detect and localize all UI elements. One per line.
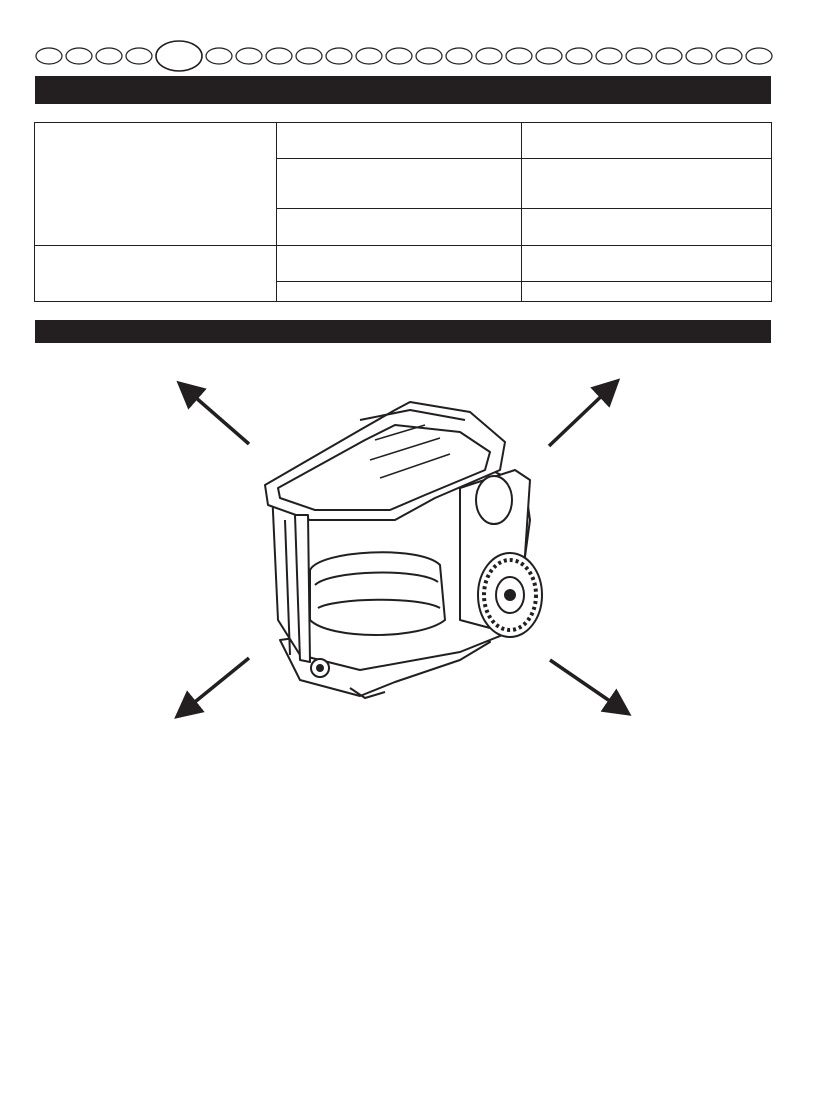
language-tab (656, 48, 682, 64)
arrow-up-right-icon (549, 388, 610, 446)
language-tab (356, 48, 382, 64)
section-header-1 (35, 76, 771, 104)
specification-table (34, 122, 772, 302)
language-tab (266, 48, 292, 64)
table-cell (276, 282, 521, 302)
table-cell (521, 159, 771, 209)
language-tab (326, 48, 352, 64)
language-tabs (34, 40, 774, 72)
language-tab (66, 48, 92, 64)
language-tab (746, 48, 772, 64)
language-selector (34, 40, 774, 72)
language-tab (236, 48, 262, 64)
language-tab (506, 48, 532, 64)
language-tab (686, 48, 712, 64)
table-cell (521, 123, 771, 159)
language-tab (206, 48, 232, 64)
language-tab (126, 48, 152, 64)
language-tab (416, 48, 442, 64)
section-title-1 (35, 79, 43, 95)
language-tab (596, 48, 622, 64)
table-row (35, 123, 772, 159)
table-cell (35, 123, 277, 246)
table-cell (276, 159, 521, 209)
language-tab (386, 48, 412, 64)
arrow-down-right-icon (550, 660, 620, 708)
table-row (35, 246, 772, 282)
wheel-icon (478, 553, 542, 637)
language-tab-active (156, 41, 202, 71)
table-cell (35, 246, 277, 302)
language-tab (536, 48, 562, 64)
table-cell (276, 246, 521, 282)
pressure-washer-drawing (265, 402, 542, 698)
arrow-up-left-icon (187, 390, 249, 444)
table-cell (521, 209, 771, 246)
arrow-down-left-icon (185, 658, 249, 710)
language-tab (96, 48, 122, 64)
language-tab (446, 48, 472, 64)
language-tab (626, 48, 652, 64)
section-header-2 (35, 320, 771, 343)
machine-illustration (160, 370, 650, 720)
table-cell (276, 209, 521, 246)
language-tab (566, 48, 592, 64)
language-tab (716, 48, 742, 64)
section-title-2 (35, 323, 43, 339)
table-cell (521, 282, 771, 302)
language-tab (36, 48, 62, 64)
language-tab (476, 48, 502, 64)
table-cell (521, 246, 771, 282)
table-cell (276, 123, 521, 159)
language-tab (296, 48, 322, 64)
machine-clearance-figure (160, 370, 650, 720)
